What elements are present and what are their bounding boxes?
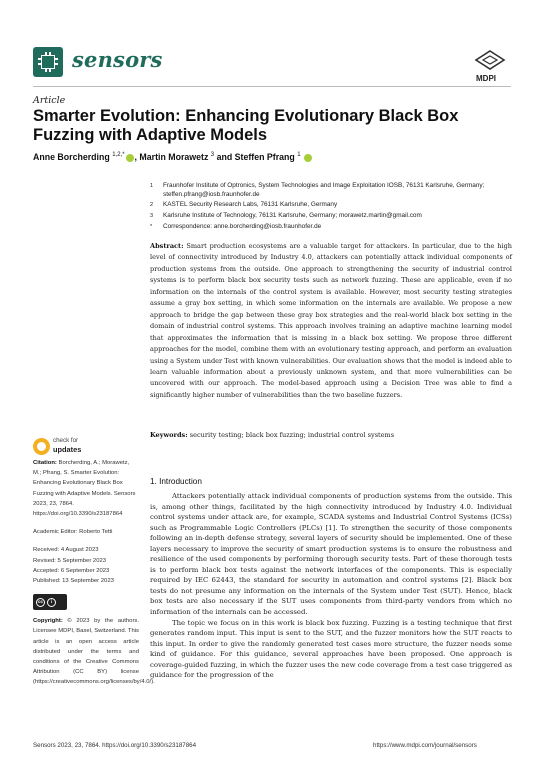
revised-date: Revised: 5 September 2023 (33, 557, 107, 564)
footer-journal-link[interactable]: https://www.mdpi.com/journal/sensors (373, 742, 477, 749)
keywords (150, 431, 512, 439)
citation-text[interactable]: Borcherding, A.; Morawetz, M.; Pfrang, S. Smarter Evolution: Enhancing Evolutionary Black Box Fuzzing with Adaptive Models. Sensors 2023, 23, 7864. https://doi.org/10.3390/s23187864 (33, 460, 136, 518)
author-name: Anne Borcherding (33, 152, 110, 162)
sidebar-info (33, 458, 155, 688)
keywords-text: security testing; black box fuzzing; industrial control systems (189, 431, 395, 439)
author-affiliation: 3 (210, 152, 215, 159)
citation-block (33, 458, 139, 519)
affiliation-text: Fraunhofer Institute of Optronics, System Technologies and Image Exploitation IOSB, 76131 Karlsruhe, Germany; steffen.pfrang@iosb.fraunhofer.de (163, 182, 485, 198)
check-updates-line2: updates (53, 445, 82, 454)
introduction-body (150, 491, 512, 681)
journal-logo-icon (33, 47, 63, 77)
published-date: Published: 13 September 2023 (33, 578, 114, 585)
author-list: Anne Borcherding $^{1,2,*}$ , Martin Morawetz $^3$ and Steffen Pfrang $^1$ (33, 152, 313, 162)
accepted-date: Accepted: 6 September 2023 (33, 567, 110, 574)
paragraph: Attackers potentially attack individual components of production systems from the outside. This is, among other things, facilitated by the high connectivity introduced by Industry 4.0. Individual control systems under attack are, for example, SCADA systems and Industrial Control Systems (ICSs) such as Programmable Logic Controllers (PLCs) [1]. To strengthen the security of those components following an in-depth defense strategy, several layers of security should be implemented. One of these layers necessary to improve the security of smart production systems is to ensure the robustness and resilience of the used components by performing thorough security tests. Part of these thorough tests is to perform black box tests against the network interfaces of the components. This is especially required by IEC 62443, the standard for security in automation and control systems [2]. Black box tests do not presume any information on the internals of the System under Test (SUT). Hence, black box tests are also necessary if the SUT uses components from third-party vendors from which no information of the internals can be accessed. (150, 492, 512, 617)
license-text: © 2023 by the authors. Licensee MDPI, Basel, Switzerland. This article is an open access article distributed under the terms and conditions of the Creative Commons Attribution (CC BY) license (https://creativecommons.org/licenses/by/4.0/). (33, 618, 155, 686)
paragraph: The topic we focus on in this work is black box fuzzing. Fuzzing is a testing technique that first generates random input. This input is sent to the SUT, and the fuzzer monitors how the SUT reacts to this input. In order to give the randomly generated test cases more structure, the fuzzer needs some kind of guidance. For this guidance, several approaches have been proposed. One approach is coverage-guided fuzzing, in which the fuzzer uses the new code coverage from a test case triggered as guidance for the progression of the (150, 618, 512, 680)
keywords-label: Keywords: (150, 431, 188, 439)
check-updates-line1: check for (53, 437, 79, 444)
publisher-name: MDPI (476, 74, 496, 83)
academic-editor: Academic Editor: Roberto Tetti (33, 529, 113, 536)
affiliation-text: KASTEL Security Research Labs, 76131 Karlsruhe, Germany (163, 201, 338, 208)
check-updates-icon (33, 438, 50, 455)
orcid-icon[interactable] (126, 154, 134, 162)
journal-name[interactable]: sensors (72, 47, 163, 72)
author-affiliation: 1,2,* (112, 152, 125, 159)
affiliation-number: 2 (150, 202, 154, 208)
article-title: Smarter Evolution: Enhancing Evolutionary Black Box Fuzzing with Adaptive Models (33, 107, 459, 144)
affiliation-number: 3 (150, 213, 154, 219)
check-for-updates-button[interactable] (33, 436, 103, 458)
cc-by-icon[interactable]: cc i (33, 594, 67, 610)
affiliation-number: 1 (150, 183, 154, 189)
license-block (33, 616, 155, 687)
article-type: Article (33, 95, 66, 106)
affiliation-text: Correspondence: anne.borcherding@iosb.fraunhofer.de (163, 223, 322, 230)
section-heading: 1. Introduction (150, 477, 202, 486)
abstract (150, 241, 512, 401)
abstract-label: Abstract: (150, 242, 184, 250)
citation-label: Citation: (33, 460, 57, 466)
affiliation-text: Karlsruhe Institute of Technology, 76131 Karlsruhe, Germany; morawetz.martin@gmail.com (163, 212, 422, 219)
received-date: Received: 4 August 2023 (33, 547, 99, 554)
copyright-label: Copyright: (33, 618, 63, 625)
author-name: Steffen Pfrang (234, 152, 295, 162)
footer-citation[interactable]: Sensors 2023, 23, 7864. https://doi.org/10.3390/s23187864 (33, 742, 197, 749)
affiliation-number: * (150, 224, 153, 230)
header-divider (33, 86, 511, 87)
abstract-text: Smart production ecosystems are a valuable target for attackers. In particular, due to the high level of connectivity introduced by Industry 4.0, attackers can potentially attack individual components of production systems from the outside. One approach to strengthening the security of industrial control systems is to perform black box security tests such as network fuzzing. These are applicable, even if no information on the internals of the control system is available. However, most security testing strategies assume a gray box setting, in which some information on the internals are available. We propose a new approach to bridge the gap between these gray box strategies and the real-world black box setting in the domain of industrial control systems. This approach involves training an adaptive machine learning model that approximates the information that is missing in a black box setting. We propose three different approaches for the model, combine them with an evolutionary testing approach, and perform an evaluation using a System under Test with known vulnerabilities. Our evaluation shows that the model is indeed able to learn valuable information about a previously unknown system, and that more vulnerabilities can be uncovered with our approach. The model-based approach using a Decision Tree was able to find a significantly higher number of vulnerabilities than the two baseline fuzzers. (150, 242, 512, 399)
author-name: Martin Morawetz (139, 152, 209, 162)
author-affiliation: 1 (297, 152, 301, 159)
orcid-icon[interactable] (304, 154, 312, 162)
mdpi-logo-icon[interactable] (470, 50, 510, 72)
